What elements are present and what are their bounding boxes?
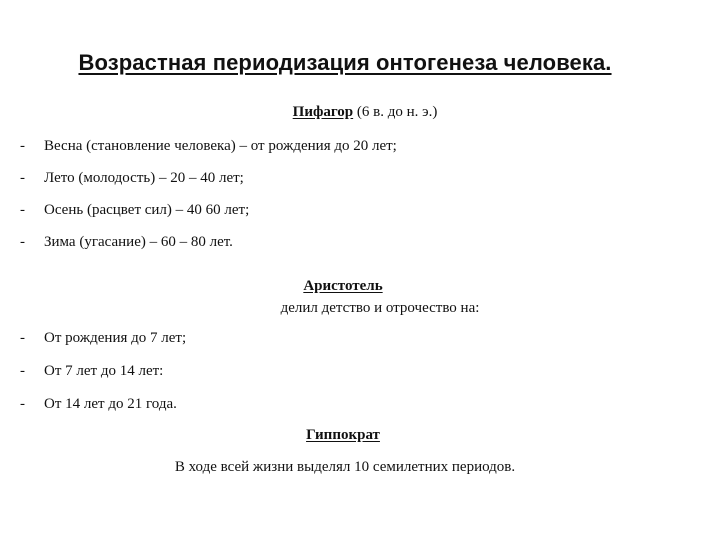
list-item [20,233,233,251]
list-item-text: От рождения до 7 лет; [44,330,187,346]
bullet-dash: - [20,202,25,218]
list-item-text: Весна (становление человека) – от рождения до 20 лет; [44,138,397,154]
list-item [20,201,249,219]
list-item [20,169,244,187]
aristotle-heading [0,278,686,295]
page-title: Возрастная периодизация онтогенеза человека. [78,50,612,75]
list-item-text: От 7 лет до 14 лет: [44,363,164,379]
list-item-text: От 14 лет до 21 года. [44,396,177,412]
bullet-dash: - [20,363,25,379]
pythagoras-name: Пифагор [292,104,354,120]
bullet-dash: - [20,170,25,186]
hippocrates-name: Гиппократ [306,427,380,443]
list-item [20,137,397,155]
list-item-text: Лето (молодость) – 20 – 40 лет; [44,170,244,186]
bullet-dash: - [20,396,25,412]
pythagoras-heading [0,104,720,121]
bullet-dash: - [20,330,25,346]
list-item [20,329,186,347]
pythagoras-date: (6 в. до н. э.) [356,104,438,120]
hippocrates-heading [0,427,686,444]
list-item [20,362,163,380]
hippocrates-text: В ходе всей жизни выделял 10 семилетних периодов. [174,459,516,475]
aristotle-name: Аристотель [303,278,383,294]
list-item [20,395,177,413]
bullet-dash: - [20,234,25,250]
list-item-text: Осень (расцвет сил) – 40 60 лет; [44,202,250,218]
list-item-text: Зима (угасание) – 60 – 80 лет. [44,234,233,250]
aristotle-subtitle: делил детство и отрочество на: [280,300,480,316]
bullet-dash: - [20,138,25,154]
